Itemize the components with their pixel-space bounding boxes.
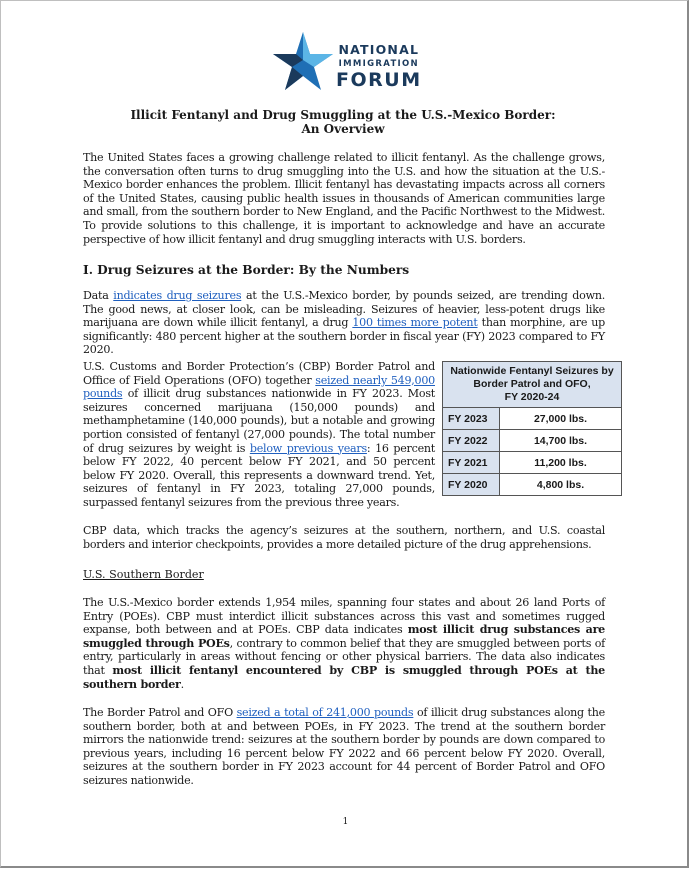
southern-seizures-paragraph	[83, 706, 605, 788]
southern-border-paragraph	[83, 596, 605, 691]
table-row	[443, 430, 622, 452]
link-100-times-more-potent[interactable]: 100 times more potent	[352, 316, 478, 330]
table-cell-value: 14,700 lbs.	[500, 430, 622, 452]
table-header-line-3: FY 2020-24	[504, 391, 560, 403]
logo-line-forum: FORUM	[336, 69, 422, 91]
cbp-data-paragraph: CBP data, which tracks the agency’s seizures at the southern, northern, and U.S. coastal borders and interior checkpoints, provides a more detailed picture of the drug apprehensions.	[83, 524, 605, 551]
text-span: , contrary to common belief that they are smuggled between ports of entry, particularly in areas without fencing or other physical barriers. The data also indicates that	[83, 636, 605, 677]
text-span: The U.S.-Mexico border extends 1,954 miles, spanning four states and about 26 land Ports of Entry (POEs). CBP must interdict illicit substances across this vast and sometimes rugged expanse, both between and at POEs. CBP data indicates	[83, 596, 605, 637]
subheading-southern-border: U.S. Southern Border	[83, 568, 204, 581]
table-header-line-1: Nationwide Fentanyl Seizures by	[450, 365, 614, 377]
table-header	[443, 362, 622, 408]
text-span: of illicit drug substances nationwide in FY 2023. Most seizures concerned marijuana (150,000 pounds) and methamphetamine (140,000 pounds), but a notable and growing portion consisted of fentanyl (27,000 pounds). The total number of drug seizures by weight is	[83, 387, 435, 455]
table-row	[443, 474, 622, 496]
text-span: at the U.S.-Mexico border, by pounds seized, are trending down. The good news, at closer look, can be misleading. Seizures of heavier, less-potent drugs like marijuana are down while illicit fentanyl, a drug	[83, 289, 606, 330]
document-title	[83, 108, 603, 136]
table-cell-value: 11,200 lbs.	[500, 452, 622, 474]
table-cell-year: FY 2021	[443, 452, 500, 474]
star-logo-icon	[272, 30, 334, 92]
link-seized-total-241000-pounds[interactable]: seized a total of 241,000 pounds	[236, 706, 414, 719]
seizures-paragraph	[83, 289, 605, 357]
text-span: Data	[83, 289, 114, 302]
forum-logo	[272, 30, 422, 92]
link-seized-nearly-549000-pounds[interactable]: seized nearly 549,000 pounds	[83, 373, 435, 401]
text-span: of illicit drug substances along the southern border, both at and between POEs, in FY 2023. The trend at the southern border mirrors the nationwide trend: seizures at the southern border by pounds are down compared to previous years, including 16 percent below FY 2022 and 66 percent below FY 2020. Overall, seizures at the southern border in FY 2023 account for 44 percent of Border Patrol and OFO seizures nationwide.	[83, 706, 605, 787]
link-below-previous-years[interactable]: below previous years	[249, 441, 367, 455]
table-cell-year: FY 2020	[443, 474, 500, 496]
table-row	[443, 408, 622, 430]
table-header-line-2: Border Patrol and OFO,	[473, 378, 591, 390]
bold-text: most illicit fentanyl encountered by CBP is smuggled through POEs at the southern border	[83, 663, 605, 691]
text-span: .	[180, 677, 184, 691]
table-cell-value: 27,000 lbs.	[500, 408, 622, 430]
text-span: than morphine, are up significantly: 480 percent higher at the southern border in fiscal year (FY) 2023 compared to FY 2020.	[83, 316, 605, 357]
text-span: The Border Patrol and OFO	[83, 706, 237, 719]
intro-paragraph: The United States faces a growing challenge related to illicit fentanyl. As the challenge grows, the conversation often turns to drug smuggling into the U.S. and how the situation at the U.S.-Mexico border enhances the problem. Illicit fentanyl has devastating impacts across all corners of the United States, causing public health issues in thousands of American communities large and small, from the southern border to New England, and the Pacific Northwest to the Midwest. To provide solutions to this challenge, it is important to acknowledge and have an accurate perspective of how illicit fentanyl and drug smuggling interacts with U.S. borders.	[83, 151, 605, 246]
section-heading-drug-seizures: I. Drug Seizures at the Border: By the Numbers	[83, 263, 410, 277]
fentanyl-seizures-table	[442, 361, 622, 496]
logo-text	[336, 44, 422, 90]
bold-text: most illicit drug substances are smuggled through POEs	[83, 623, 605, 650]
text-span: U.S. Customs and Border Protection’s (CBP) Border Patrol and Office of Field Operations (OFO) together	[83, 360, 435, 387]
cbp-seizures-paragraph	[83, 360, 435, 510]
text-span: : 16 percent below FY 2022, 40 percent below FY 2021, and 50 percent below FY 2020. Overall, this represents a downward trend. Yet, seizures of fentanyl in FY 2023, totaling 27,000 pounds, surpassed fentanyl seizures from the previous three years.	[83, 441, 435, 509]
page-number: 1	[342, 817, 349, 827]
table-cell-year: FY 2023	[443, 408, 500, 430]
title-line-1: Illicit Fentanyl and Drug Smuggling at the U.S.-Mexico Border:	[130, 108, 556, 122]
table-header-row	[443, 362, 622, 408]
table-cell-year: FY 2022	[443, 430, 500, 452]
logo-line-national: NATIONAL	[338, 42, 420, 57]
table-cell-value: 4,800 lbs.	[500, 474, 622, 496]
link-indicates-drug-seizures[interactable]: indicates drug seizures	[113, 289, 242, 302]
title-line-2: An Overview	[301, 122, 385, 136]
logo-line-immigration: IMMIGRATION	[338, 58, 419, 69]
table-row	[443, 452, 622, 474]
